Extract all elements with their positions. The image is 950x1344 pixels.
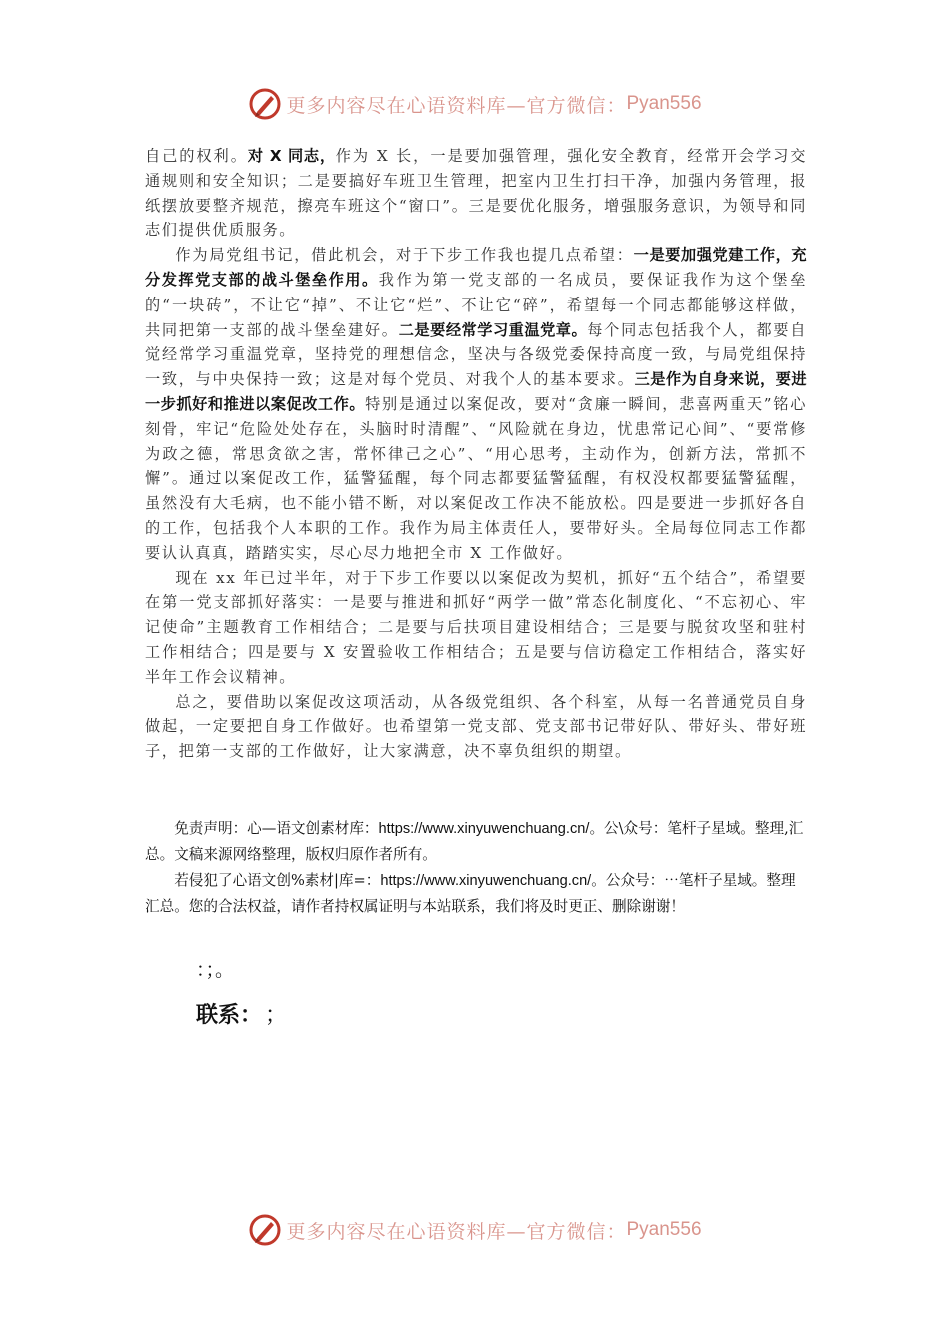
disclaimer-link[interactable]: https://www.xinyuwenchuang.cn/ [378, 821, 590, 837]
disclaimer-text: 。公众号：⋯笔杆子星域。整理汇总。您的合法权益，请作者持权属证明与本站联系，我们将及时更正、删除谢谢！ [145, 872, 796, 915]
punctuation-line: ：；。 [196, 959, 235, 981]
emphasis-text: 一是要加强党建工作，充分发挥党支部的战斗堡垒作用。 [145, 246, 807, 289]
banner-wechat-id: Pyan556 [626, 1219, 702, 1240]
emphasis-text: 二是要经常学习重温党章。 [398, 320, 588, 339]
pen-logo-icon [248, 87, 282, 121]
body-paragraph [145, 243, 807, 565]
disclaimer-text: 若侵犯了心语文创%素材|库=： [174, 872, 381, 889]
body-text: 自己的权利。 [145, 147, 248, 165]
body-text: 作为 X 长，一是要加强管理，强化安全教育，经常开会学习交通规则和安全知识；二是要搞好车班卫生管理，把室内卫生打扫干净，加强内务管理，报纸摆放要整齐规范，擦亮车班这个“窗口”。三是要优化服务，增强服务意识，为领导和同志们提供优质服务。 [145, 147, 808, 240]
emphasis-text: 三是作为自身来说，要进一步抓好和推进以案促改工作。 [145, 370, 808, 413]
body-text: 现在 xx 年已过半年，对于下步工作要以以案促改为契机，抓好“五个结合”，希望要在第一党支部抓好落实：一是要与推进和抓好“两学一做”常态化制度化、“不忘初心、牢记使命”主题教育工作相结合；二是要与后扶项目建设相结合；三是要与脱贫攻坚和驻村工作相结合；四是要与 X 安置验收工作相结合；五是要与信访稳定工作相结合，落实好半年工作会议精神。 [145, 568, 807, 686]
body-text: 每个同志包括我个人，都要自觉经常学习重温党章，坚持党的理想信念，坚决与各级党委保持高度一致，与局党组保持一致，与中央保持一致；这是对每个党员、对我个人的基本要求。 [145, 320, 807, 389]
banner-wechat-id: Pyan556 [626, 93, 702, 114]
footer-banner [0, 1210, 950, 1250]
contact-label: 联系： [196, 1003, 252, 1028]
body-text: 总之，要借助以案促改这项活动，从各级党组织、各个科室，从每一名普通党员自身做起，一定要把自身工作做好。也希望第一党支部、党支部书记带好队、带好头、带好班子，把第一支部的工作做好，让大家满意，决不辜负组织的期望。 [145, 692, 807, 761]
body-paragraph [145, 144, 807, 243]
contact-value: ； [265, 1003, 288, 1028]
disclaimer-link[interactable]: https://www.xinyuwenchuang.cn/ [380, 873, 592, 889]
body-text: 我作为第一党支部的一名成员，要保证我作为这个堡垒的“一块砖”，不让它“掉”、不让它“烂”、不让它“碎”，希望每一个同志都能够这样做，共同把第一支部的战斗堡垒建好。 [145, 270, 807, 339]
banner-text: 更多内容尽在心语资料库—官方微信： [286, 1220, 627, 1243]
banner-text: 更多内容尽在心语资料库—官方微信： [286, 94, 627, 117]
body-paragraph [145, 690, 807, 764]
disclaimer-text: 免责声明：心—语文创素材库： [174, 820, 379, 837]
body-text: 特别是通过以案促改，要对“贪廉一瞬间，悲喜两重天”铭心刻骨，牢记“危险处处存在，头脑时时清醒”、“风险就在身边，忧患常记心间”、“要常修为政之德，常思贪欲之害，常怀律己之心”、“用心思考，主动作为，创新方法，常抓不懈”。通过以案促改工作，猛警猛醒，每个同志都要猛警猛醒，有权没权都要猛警猛醒，虽然没有大毛病，也不能小错不断，对以案促改工作决不能放松。四是要进一步抓好各自的工作，包括我个人本职的工作。我作为局主体责任人，要带好头。全局每位同志工作都要认认真真，踏踏实实，尽心尽力地把全市 X 工作做好。 [145, 394, 807, 562]
disclaimer-text: 。公\众号：笔杆子星域。整理,汇总。文稿来源网络整理，版权归原作者所有。 [145, 820, 804, 863]
pen-logo-icon [248, 1213, 282, 1247]
disclaimer [145, 816, 807, 920]
header-banner [0, 84, 950, 124]
document-body [145, 144, 807, 764]
disclaimer-paragraph-1 [145, 816, 807, 868]
emphasis-text: 对 X 同志， [247, 147, 336, 165]
contact-line [196, 998, 287, 1029]
body-text: 作为局党组书记，借此机会，对于下步工作我也提几点希望： [175, 246, 634, 265]
body-paragraph [145, 566, 807, 690]
disclaimer-paragraph-2 [145, 868, 807, 920]
